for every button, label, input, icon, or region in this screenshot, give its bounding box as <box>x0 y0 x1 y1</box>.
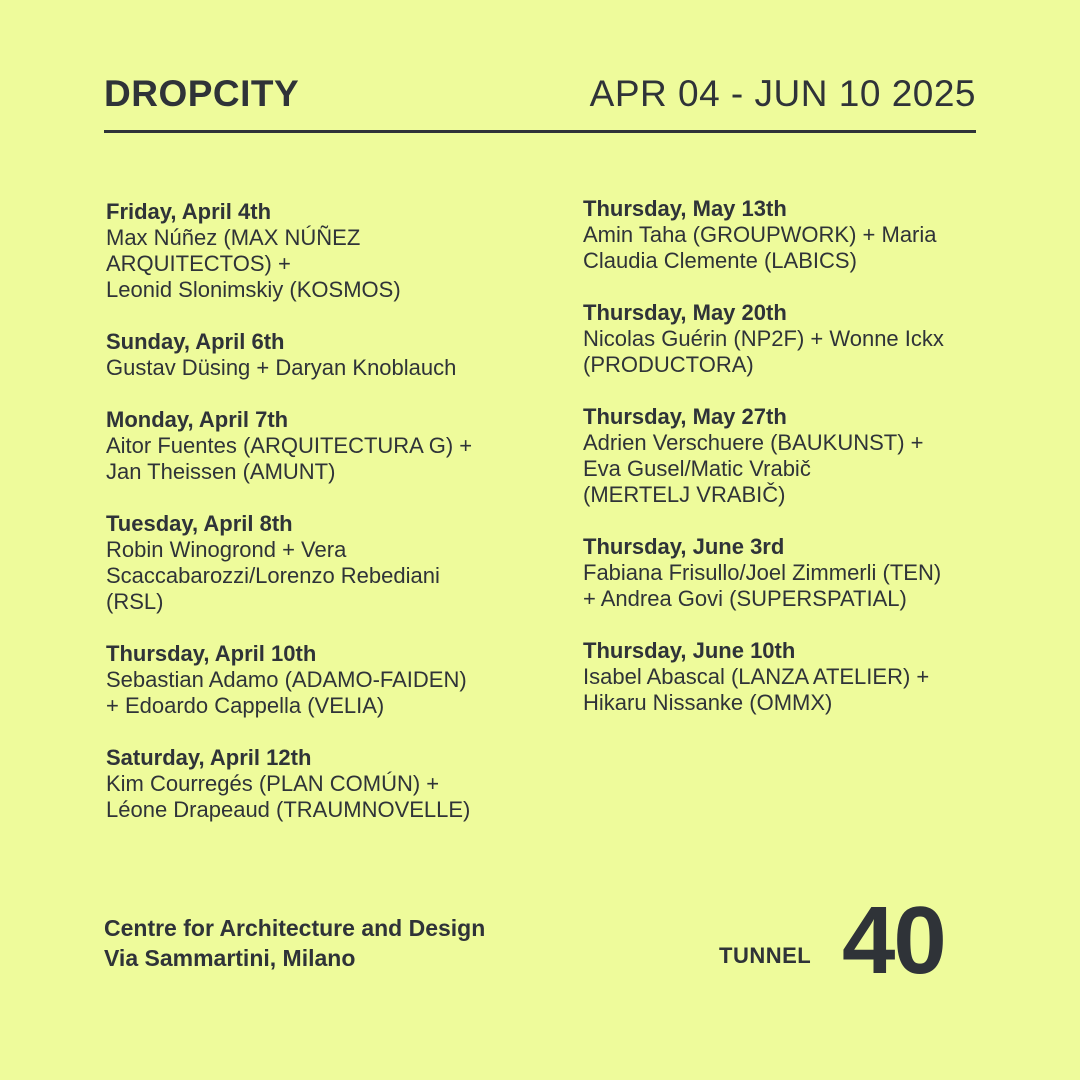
event-day: Thursday, June 10th <box>583 638 796 663</box>
event-speakers-line: Max Núñez (MAX NÚÑEZ <box>106 225 361 250</box>
event-speakers-line: (PRODUCTORA) <box>583 352 754 377</box>
event-speakers-line: Adrien Verschuere (BAUKUNST) + <box>583 430 924 455</box>
schedule-item <box>583 196 1003 274</box>
header <box>104 70 976 133</box>
schedule-item <box>106 407 526 485</box>
event-speakers-line: Kim Courregés (PLAN COMÚN) + <box>106 771 440 796</box>
tunnel-number: 40 <box>842 887 945 994</box>
event-day: Sunday, April 6th <box>106 329 285 354</box>
event-speakers-line: Robin Winogrond + Vera <box>106 537 347 562</box>
event-day: Thursday, May 20th <box>583 300 787 325</box>
event-speakers-line: Isabel Abascal (LANZA ATELIER) + <box>583 664 930 689</box>
event-speakers-line: Amin Taha (GROUPWORK) + Maria <box>583 222 937 247</box>
schedule-item <box>106 329 526 381</box>
event-speakers-line: (RSL) <box>106 589 164 614</box>
schedule-item <box>583 300 1003 378</box>
event-speakers-line: ARQUITECTOS) + <box>106 251 291 276</box>
event-speakers-line: Scaccabarozzi/Lorenzo Rebediani <box>106 563 440 588</box>
schedule-item <box>106 511 526 615</box>
event-day: Monday, April 7th <box>106 407 289 432</box>
event-speakers-line: Nicolas Guérin (NP2F) + Wonne Ickx <box>583 326 944 351</box>
event-title: DROPCITY <box>104 73 300 114</box>
event-speakers-line: Gustav Düsing + Daryan Knoblauch <box>106 355 457 380</box>
event-speakers-line: Sebastian Adamo (ADAMO-FAIDEN) <box>106 667 467 692</box>
event-day: Thursday, May 13th <box>583 196 787 221</box>
venue-name: Centre for Architecture and Design <box>104 915 486 941</box>
schedule-item <box>583 534 1003 612</box>
schedule-item <box>106 745 526 823</box>
venue-address: Via Sammartini, Milano <box>104 945 356 971</box>
event-dates: APR 04 - JUN 10 2025 <box>589 73 976 114</box>
event-speakers-line: Jan Theissen (AMUNT) <box>106 459 336 484</box>
event-speakers-line: Léone Drapeaud (TRAUMNOVELLE) <box>106 797 471 822</box>
event-day: Friday, April 4th <box>106 199 272 224</box>
event-speakers-line: + Edoardo Cappella (VELIA) <box>106 693 385 718</box>
schedule-left-column <box>106 199 526 849</box>
event-speakers-line: Fabiana Frisullo/Joel Zimmerli (TEN) <box>583 560 942 585</box>
event-day: Thursday, April 10th <box>106 641 317 666</box>
event-day: Saturday, April 12th <box>106 745 312 770</box>
event-day: Thursday, June 3rd <box>583 534 785 559</box>
event-speakers-line: Eva Gusel/Matic Vrabič <box>583 456 811 481</box>
tunnel-label: TUNNEL <box>719 943 812 968</box>
schedule-right-column <box>583 196 1003 742</box>
schedule-item <box>583 638 1003 716</box>
event-speakers-line: + Andrea Govi (SUPERSPATIAL) <box>583 586 907 611</box>
event-day: Tuesday, April 8th <box>106 511 293 536</box>
schedule-item <box>106 199 526 303</box>
schedule-item <box>583 404 1003 508</box>
event-speakers-line: (MERTELJ VRABIČ) <box>583 482 786 507</box>
venue-info <box>104 913 485 973</box>
event-speakers-line: Leonid Slonimskiy (KOSMOS) <box>106 277 401 302</box>
event-day: Thursday, May 27th <box>583 404 787 429</box>
schedule-item <box>106 641 526 719</box>
event-speakers-line: Hikaru Nissanke (OMMX) <box>583 690 833 715</box>
event-speakers-line: Claudia Clemente (LABICS) <box>583 248 857 273</box>
event-speakers-line: Aitor Fuentes (ARQUITECTURA G) + <box>106 433 473 458</box>
